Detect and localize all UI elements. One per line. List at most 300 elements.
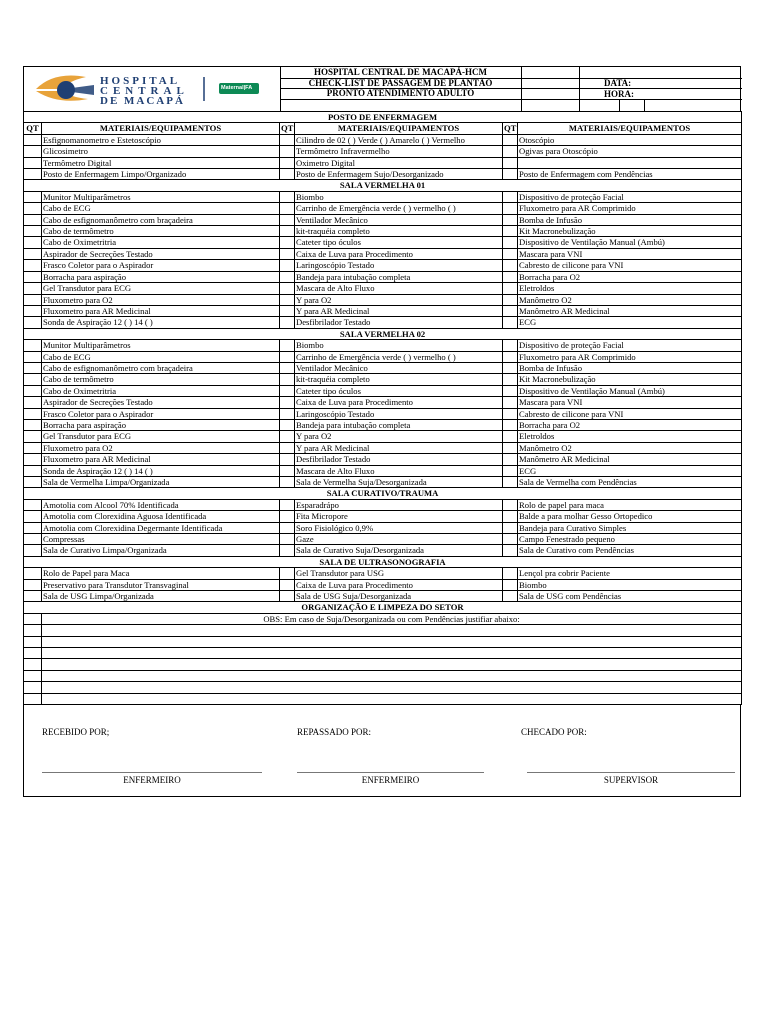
quantity-cell[interactable] (503, 305, 518, 316)
item-label: Mascara de Alto Fluxo (295, 283, 503, 294)
item-label: Cabo de ECG (42, 203, 280, 214)
item-label: Lençol pra cobrir Paciente (518, 568, 742, 579)
item-label: Fita Micropore (295, 511, 503, 522)
item-label: Carrinho de Emergência verde ( ) vermelho ( ) (295, 351, 503, 362)
materials-header: MATERIAIS/EQUIPAMENTOS (42, 123, 280, 134)
item-label: Sala de Vermelha Limpa/Organizada (42, 477, 280, 488)
item-label: Termômetro Infravermelho (295, 146, 503, 157)
justification-line (24, 659, 742, 670)
signature-block (23, 705, 741, 797)
quantity-cell[interactable] (280, 454, 295, 465)
quantity-cell[interactable] (503, 534, 518, 545)
justification-line (24, 693, 742, 704)
item-label: Caixa de Luva para Procedimento (295, 579, 503, 590)
item-label: Carrinho de Emergência verde ( ) vermelho ( ) (295, 203, 503, 214)
item-label: Munitor Multiparâmetros (42, 191, 280, 202)
item-label: Gel Transdutor para ECG (42, 283, 280, 294)
item-label: ECG (518, 465, 742, 476)
obs-margin-cell (24, 613, 42, 624)
quantity-cell[interactable] (280, 568, 295, 579)
quantity-cell[interactable] (503, 545, 518, 556)
item-label: Y para AR Medicinal (295, 442, 503, 453)
item-label: Dispositivo de Ventilação Manual (Ambú) (518, 385, 742, 396)
item-label: Fluxometro para AR Comprimido (518, 351, 742, 362)
item-label: Amotolia com Clorexidina Degermante Identificada (42, 522, 280, 533)
quantity-cell[interactable] (24, 465, 42, 476)
item-label: Sala de Curativo com Pendências (518, 545, 742, 556)
section-row (24, 112, 742, 123)
qt-header: QT (504, 123, 517, 134)
item-label: Aspirador de Secreções Testado (42, 248, 280, 259)
quantity-cell[interactable] (503, 408, 518, 419)
quantity-cell[interactable] (24, 203, 42, 214)
item-label: Cateter tipo óculos (295, 237, 503, 248)
quantity-cell[interactable] (24, 419, 42, 430)
item-label: Borracha para O2 (518, 271, 742, 282)
quantity-cell[interactable] (280, 260, 295, 271)
quantity-cell[interactable] (24, 340, 42, 351)
quantity-cell[interactable] (280, 146, 295, 157)
quantity-cell[interactable] (280, 191, 295, 202)
organization-title-row (24, 602, 742, 613)
table-row (24, 591, 742, 602)
quantity-cell[interactable] (503, 283, 518, 294)
quantity-cell[interactable] (24, 385, 42, 396)
item-label: Fluxometro para AR Medicinal (42, 454, 280, 465)
quantity-cell[interactable] (280, 522, 295, 533)
item-label: Manômetro O2 (518, 294, 742, 305)
quantity-cell[interactable] (24, 408, 42, 419)
checklist-sheet (23, 66, 741, 797)
quantity-cell[interactable] (24, 545, 42, 556)
quantity-cell[interactable] (24, 499, 42, 510)
quantity-cell[interactable] (280, 419, 295, 430)
item-label: Frasco Coletor para o Aspirador (42, 408, 280, 419)
justification-margin (24, 659, 42, 670)
table-row (24, 397, 742, 408)
form-header (23, 66, 741, 111)
quantity-cell[interactable] (503, 214, 518, 225)
quantity-cell[interactable] (280, 203, 295, 214)
quantity-cell[interactable] (24, 442, 42, 453)
item-label: Cabresto de cilicone para VNI (518, 260, 742, 271)
quantity-cell[interactable] (24, 283, 42, 294)
table-row (24, 534, 742, 545)
quantity-cell[interactable] (280, 591, 295, 602)
quantity-cell[interactable] (280, 214, 295, 225)
item-label: Gel Transdutor para USG (295, 568, 503, 579)
quantity-cell[interactable] (24, 134, 42, 145)
section-row (24, 556, 742, 567)
item-label: Cilindro de 02 ( ) Verde ( ) Amarelo ( ) Vermelho (295, 134, 503, 145)
quantity-cell[interactable] (503, 579, 518, 590)
justification-field[interactable] (42, 693, 742, 704)
justification-field[interactable] (42, 670, 742, 681)
quantity-cell[interactable] (280, 340, 295, 351)
item-label: Cabo de esfignomanômetro com braçadeira (42, 362, 280, 373)
item-label: Desfibrilador Testado (295, 317, 503, 328)
quantity-cell[interactable] (24, 522, 42, 533)
table-row (24, 477, 742, 488)
quantity-cell[interactable] (280, 317, 295, 328)
quantity-cell[interactable] (280, 157, 295, 168)
item-label: Borracha para aspiração (42, 419, 280, 430)
materials-header: MATERIAIS/EQUIPAMENTOS (295, 123, 503, 134)
item-label: Bandeja para intubação completa (295, 419, 503, 430)
quantity-cell[interactable] (24, 591, 42, 602)
logo-text-line-1: HOSPITAL (100, 75, 181, 87)
justification-margin (24, 648, 42, 659)
item-label: Esparadrápo (295, 499, 503, 510)
justification-line (24, 670, 742, 681)
quantity-cell[interactable] (280, 385, 295, 396)
table-row (24, 203, 742, 214)
item-label: Sala de Curativo Suja/Desorganizada (295, 545, 503, 556)
item-label: Cabo de ECG (42, 351, 280, 362)
item-label: Cabo de Oximetritria (42, 237, 280, 248)
logo-text-line-3: DE MACAPÁ (100, 95, 185, 107)
justification-field[interactable] (42, 659, 742, 670)
table-row (24, 294, 742, 305)
section-title: SALA DE ULTRASONOGRAFIA (24, 556, 742, 567)
quantity-cell[interactable] (503, 157, 518, 168)
section-row (24, 180, 742, 191)
table-row (24, 191, 742, 202)
hospital-title: HOSPITAL CENTRAL DE MACAPÁ-HCM (313, 67, 488, 77)
item-label: ECG (518, 317, 742, 328)
table-row (24, 226, 742, 237)
item-label: Dispositivo de proteção Facial (518, 191, 742, 202)
quantity-cell[interactable] (24, 226, 42, 237)
item-label: Posto de Enfermagem com Pendências (518, 169, 742, 180)
quantity-cell[interactable] (24, 260, 42, 271)
item-label: Laringoscópio Testado (295, 260, 503, 271)
logo-text-line-2: CENTRAL (100, 85, 189, 97)
quantity-cell[interactable] (24, 214, 42, 225)
section-title: SALA CURATIVO/TRAUMA (24, 488, 742, 499)
quantity-cell[interactable] (280, 134, 295, 145)
justification-line (24, 682, 742, 693)
quantity-cell[interactable] (280, 408, 295, 419)
item-label: Manômetro AR Medicinal (518, 454, 742, 465)
qt-header: QT (24, 123, 42, 134)
table-row (24, 465, 742, 476)
item-label: Cabo de esfignomanômetro com braçadeira (42, 214, 280, 225)
item-label: Gel Transdutor para ECG (42, 431, 280, 442)
quantity-cell[interactable] (503, 169, 518, 180)
item-label: Bomba de Infusão (518, 214, 742, 225)
quantity-cell[interactable] (280, 305, 295, 316)
table-row (24, 134, 742, 145)
table-row (24, 511, 742, 522)
quantity-cell[interactable] (24, 305, 42, 316)
item-label: Amotolia com Alcool 70% Identificada (42, 499, 280, 510)
quantity-cell[interactable] (503, 351, 518, 362)
quantity-cell[interactable] (24, 477, 42, 488)
quantity-cell[interactable] (24, 351, 42, 362)
item-label: Kit Macronebulização (518, 374, 742, 385)
item-label: Aspirador de Secreções Testado (42, 397, 280, 408)
item-label: Biombo (518, 579, 742, 590)
table-row (24, 283, 742, 294)
quantity-cell[interactable] (503, 419, 518, 430)
table-row (24, 431, 742, 442)
justification-field[interactable] (42, 648, 742, 659)
quantity-cell[interactable] (503, 385, 518, 396)
table-row (24, 169, 742, 180)
item-label: Bandeja para intubação completa (295, 271, 503, 282)
item-label: Mascara para VNI (518, 248, 742, 259)
justification-margin (24, 693, 42, 704)
table-row (24, 568, 742, 579)
quantity-cell[interactable] (24, 294, 42, 305)
quantity-cell[interactable] (503, 191, 518, 202)
quantity-cell[interactable] (24, 534, 42, 545)
date-label: DATA: (604, 78, 632, 88)
item-label: Cateter tipo óculos (295, 385, 503, 396)
quantity-cell[interactable] (280, 545, 295, 556)
quantity-cell[interactable] (503, 237, 518, 248)
item-label: Caixa de Luva para Procedimento (295, 397, 503, 408)
item-label: Desfibrilador Testado (295, 454, 503, 465)
item-label: Termômetro Digital (42, 157, 280, 168)
received-by-role: ENFERMEIRO (123, 775, 181, 786)
signature-line-handed-over[interactable] (297, 772, 484, 773)
quantity-cell[interactable] (280, 283, 295, 294)
quantity-cell[interactable] (503, 146, 518, 157)
item-label: Esfignomanometro e Estetoscópio (42, 134, 280, 145)
item-label: Biombo (295, 191, 503, 202)
item-label: Soro Fisiológico 0,9% (295, 522, 503, 533)
maternal-badge: Maternal|FA (221, 85, 253, 91)
table-row (24, 442, 742, 453)
item-label: Sonda de Aspiração 12 ( ) 14 ( ) (42, 317, 280, 328)
quantity-cell[interactable] (24, 157, 42, 168)
justification-margin (24, 682, 42, 693)
item-label: Dispositivo de Ventilação Manual (Ambú) (518, 237, 742, 248)
quantity-cell[interactable] (503, 522, 518, 533)
quantity-cell[interactable] (503, 431, 518, 442)
quantity-cell[interactable] (280, 431, 295, 442)
item-label: Preservativo para Transdutor Transvaginal (42, 579, 280, 590)
quantity-cell[interactable] (24, 317, 42, 328)
quantity-cell[interactable] (503, 362, 518, 373)
table-row (24, 237, 742, 248)
justification-line (24, 648, 742, 659)
item-label: Cabo de termômetro (42, 374, 280, 385)
quantity-cell[interactable] (503, 294, 518, 305)
item-label: Sala de Vermelha Suja/Desorganizada (295, 477, 503, 488)
quantity-cell[interactable] (24, 579, 42, 590)
quantity-cell[interactable] (24, 271, 42, 282)
item-label: Campo Fenestrado pequeno (518, 534, 742, 545)
quantity-cell[interactable] (503, 340, 518, 351)
quantity-cell[interactable] (24, 191, 42, 202)
item-label: Laringoscópio Testado (295, 408, 503, 419)
item-label: Cabresto de cilicone para VNI (518, 408, 742, 419)
item-label: Frasco Coletor para o Aspirador (42, 260, 280, 271)
table-row (24, 248, 742, 259)
quantity-cell[interactable] (503, 499, 518, 510)
item-label: Compressas (42, 534, 280, 545)
item-label: Sala de USG Suja/Desorganizada (295, 591, 503, 602)
item-label: Munitor Multiparâmetros (42, 340, 280, 351)
quantity-cell[interactable] (24, 374, 42, 385)
section-title: POSTO DE ENFERMAGEM (24, 112, 742, 123)
quantity-cell[interactable] (24, 397, 42, 408)
quantity-cell[interactable] (280, 374, 295, 385)
justification-field[interactable] (42, 682, 742, 693)
item-label: Eletroldos (518, 431, 742, 442)
quantity-cell[interactable] (503, 511, 518, 522)
item-label: Balde a para molhar Gesso Ortopedico (518, 511, 742, 522)
item-label: Fluxometro para O2 (42, 442, 280, 453)
item-label: Borracha para aspiração (42, 271, 280, 282)
table-row (24, 260, 742, 271)
item-label: Oximetro Digital (295, 157, 503, 168)
item-label: Biombo (295, 340, 503, 351)
quantity-cell[interactable] (503, 226, 518, 237)
justification-margin (24, 636, 42, 647)
table-row (24, 374, 742, 385)
table-row (24, 579, 742, 590)
item-label: Mascara de Alto Fluxo (295, 465, 503, 476)
quantity-cell[interactable] (503, 248, 518, 259)
item-label: Cabo de Oximetritria (42, 385, 280, 396)
handed-over-by-label: REPASSADO POR: (297, 727, 371, 738)
item-label: Y para AR Medicinal (295, 305, 503, 316)
item-label: kit-traquéia completo (295, 226, 503, 237)
quantity-cell[interactable] (280, 477, 295, 488)
item-label: Manômetro AR Medicinal (518, 305, 742, 316)
quantity-cell[interactable] (280, 511, 295, 522)
justification-margin (24, 625, 42, 636)
item-label: Posto de Enfermagem Limpo/Organizado (42, 169, 280, 180)
materials-header: MATERIAIS/EQUIPAMENTOS (518, 123, 742, 134)
quantity-cell[interactable] (280, 237, 295, 248)
table-row (24, 408, 742, 419)
quantity-cell[interactable] (280, 294, 295, 305)
quantity-cell[interactable] (24, 454, 42, 465)
time-label: HORA: (604, 88, 634, 99)
quantity-cell[interactable] (24, 146, 42, 157)
quantity-cell[interactable] (280, 579, 295, 590)
quantity-cell[interactable] (503, 591, 518, 602)
item-label: Fluxometro para AR Medicinal (42, 305, 280, 316)
section-row (24, 488, 742, 499)
item-label: Otoscópio (518, 134, 742, 145)
quantity-cell[interactable] (24, 237, 42, 248)
item-label: Y para O2 (295, 431, 503, 442)
item-label (518, 157, 742, 168)
item-label: Y para O2 (295, 294, 503, 305)
received-by-label: RECEBIDO POR; (42, 727, 110, 738)
table-row (24, 214, 742, 225)
obs-text: OBS: Em caso de Suja/Desorganizada ou com Pendências justifiar abaixo: (42, 613, 742, 624)
quantity-cell[interactable] (280, 271, 295, 282)
quantity-cell[interactable] (503, 465, 518, 476)
quantity-cell[interactable] (280, 534, 295, 545)
quantity-cell[interactable] (280, 248, 295, 259)
quantity-cell[interactable] (503, 317, 518, 328)
quantity-cell[interactable] (280, 169, 295, 180)
quantity-cell[interactable] (280, 499, 295, 510)
quantity-cell[interactable] (503, 454, 518, 465)
signature-line-received[interactable] (42, 772, 262, 773)
quantity-cell[interactable] (503, 203, 518, 214)
table-row (24, 146, 742, 157)
quantity-cell[interactable] (503, 374, 518, 385)
item-label: Caixa de Luva para Procedimento (295, 248, 503, 259)
quantity-cell[interactable] (503, 477, 518, 488)
item-label: Manômetro O2 (518, 442, 742, 453)
signature-line-checked[interactable] (527, 772, 735, 773)
section-row (24, 328, 742, 339)
checklist-table (23, 111, 742, 705)
item-label: Ogivas para Otoscópio (518, 146, 742, 157)
justification-line (24, 625, 742, 636)
item-label: Sala de Vermelha com Pendências (518, 477, 742, 488)
item-label: Gaze (295, 534, 503, 545)
table-row (24, 305, 742, 316)
quantity-cell[interactable] (280, 465, 295, 476)
item-label: Amotolia com Clorexidina Aguosa Identificada (42, 511, 280, 522)
quantity-cell[interactable] (280, 362, 295, 373)
item-label: Rolo de papel para maca (518, 499, 742, 510)
section-title: ORGANIZAÇÃO E LIMPEZA DO SETOR (24, 602, 742, 613)
item-label: Mascara para VNI (518, 397, 742, 408)
quantity-cell[interactable] (280, 226, 295, 237)
item-label: kit-traquéia completo (295, 374, 503, 385)
table-row (24, 351, 742, 362)
quantity-cell[interactable] (24, 568, 42, 579)
obs-row (24, 613, 742, 624)
table-row (24, 419, 742, 430)
quantity-cell[interactable] (24, 169, 42, 180)
quantity-cell[interactable] (24, 431, 42, 442)
hospital-logo (24, 67, 279, 111)
quantity-cell[interactable] (24, 248, 42, 259)
quantity-cell[interactable] (280, 397, 295, 408)
item-label: Fluxometro para AR Comprimido (518, 203, 742, 214)
item-label: Sonda de Aspiração 12 ( ) 14 ( ) (42, 465, 280, 476)
justification-field[interactable] (42, 625, 742, 636)
item-label: Borracha para O2 (518, 419, 742, 430)
table-row (24, 499, 742, 510)
quantity-cell[interactable] (280, 351, 295, 362)
item-label: Rolo de Papel para Maca (42, 568, 280, 579)
quantity-cell[interactable] (503, 134, 518, 145)
item-label: Kit Macronebulização (518, 226, 742, 237)
table-row (24, 317, 742, 328)
checked-by-role: SUPERVISOR (603, 775, 659, 786)
column-header-row (24, 123, 742, 134)
quantity-cell[interactable] (503, 568, 518, 579)
quantity-cell[interactable] (503, 442, 518, 453)
quantity-cell[interactable] (24, 511, 42, 522)
checklist-title: CHECK-LIST DE PASSAGEM DE PLANTÃO (308, 77, 493, 88)
table-row (24, 545, 742, 556)
quantity-cell[interactable] (503, 271, 518, 282)
quantity-cell[interactable] (503, 397, 518, 408)
table-row (24, 340, 742, 351)
justification-field[interactable] (42, 636, 742, 647)
item-label: Ventilador Mecânico (295, 362, 503, 373)
quantity-cell[interactable] (280, 442, 295, 453)
quantity-cell[interactable] (24, 362, 42, 373)
item-label: Dispositivo de proteção Facial (518, 340, 742, 351)
quantity-cell[interactable] (503, 260, 518, 271)
